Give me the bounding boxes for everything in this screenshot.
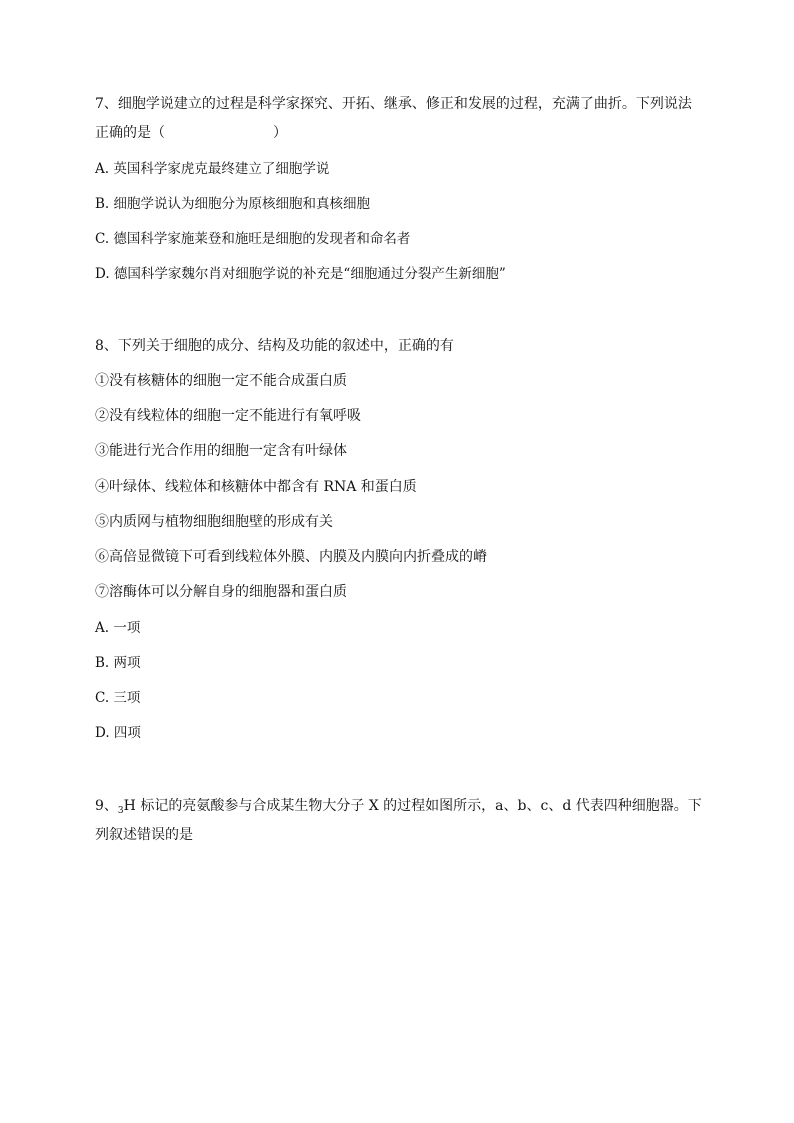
q9-stem-line1: [95, 797, 705, 820]
q7-option-a: A. 英国科学家虎克最终建立了细胞学说: [95, 161, 330, 177]
q8-option-a: A. 一项: [95, 620, 141, 636]
q8-statement-1: ①没有核糖体的细胞一定不能合成蛋白质: [95, 373, 347, 389]
q8-option-c: C. 三项: [95, 690, 141, 706]
q7-stem-line1: 7、细胞学说建立的过程是科学家探究、开拓、继承、修正和发展的过程，充满了曲折。下列说法: [95, 96, 692, 112]
q7-option-c: C. 德国科学家施莱登和施旺是细胞的发现者和命名者: [95, 231, 411, 247]
q8-stem: 8、下列关于细胞的成分、结构及功能的叙述中，正确的有: [95, 338, 454, 354]
q7-stem-suffix: ）: [273, 125, 287, 141]
q8-option-b: B. 两项: [95, 655, 141, 671]
q9-stem-line2: 列叙述错误的是: [95, 827, 193, 843]
q8-statement-4: ④叶绿体、线粒体和核糖体中都含有 RNA 和蛋白质: [95, 479, 417, 495]
q7-option-b: B. 细胞学说认为细胞分为原核细胞和真核细胞: [95, 196, 371, 212]
q9-isotope-subscript: 3: [117, 806, 124, 816]
q8-statement-3: ③能进行光合作用的细胞一定含有叶绿体: [95, 443, 347, 459]
q9-stem-rest: H 标记的亮氨酸参与合成某生物大分子 X 的过程如图所示，a、b、c、d 代表四种细胞器。下: [123, 798, 702, 814]
q8-statement-2: ②没有线粒体的细胞一定不能进行有氧呼吸: [95, 408, 361, 424]
q8-option-d: D. 四项: [95, 725, 141, 741]
q7-stem-prefix: 正确的是（: [95, 125, 165, 141]
q7-option-d: D. 德国科学家魏尔肖对细胞学说的补充是“细胞通过分裂产生新细胞”: [95, 266, 506, 282]
q8-statement-6: ⑥高倍显微镜下可看到线粒体外膜、内膜及内膜向内折叠成的嵴: [95, 549, 487, 565]
q7-stem-line2: [95, 124, 705, 142]
q9-number: 9、: [95, 798, 118, 814]
q8-statement-5: ⑤内质网与植物细胞细胞壁的形成有关: [95, 514, 333, 530]
q8-statement-7: ⑦溶酶体可以分解自身的细胞器和蛋白质: [95, 584, 347, 600]
